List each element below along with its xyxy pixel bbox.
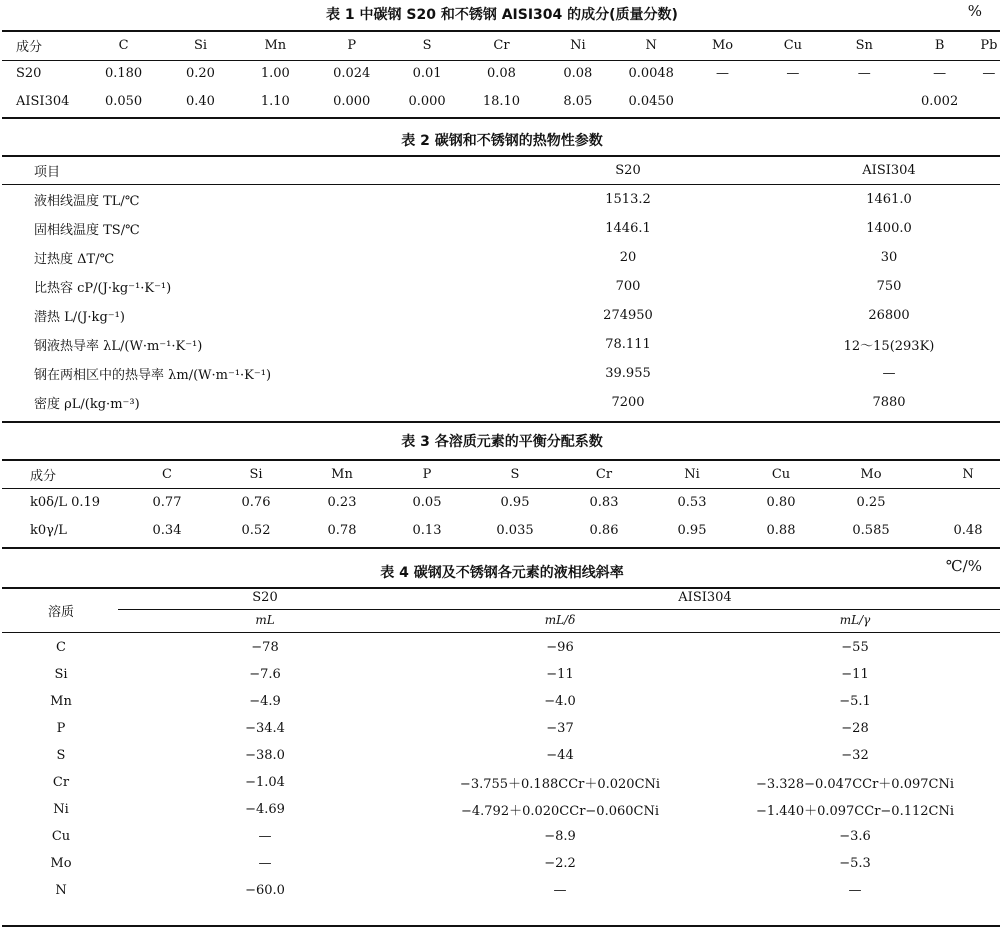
table2-title: 表 2 碳钢和不锈钢的热物性参数 <box>401 133 603 149</box>
table1-cell: 0.180 <box>104 65 143 81</box>
table2-header-cell: S20 <box>615 163 641 178</box>
table2-item: 比热容 cP/(J·kg⁻¹·K⁻¹) <box>34 281 172 296</box>
table2 <box>2 156 1000 417</box>
table-row <box>2 272 1000 301</box>
table4-subheader-ml: mL <box>255 613 275 627</box>
table4-cell: −5.3 <box>839 856 871 871</box>
table4-cell: −32 <box>841 748 869 763</box>
table4-solute: Mn <box>50 694 72 709</box>
table2-cell: 7200 <box>611 395 645 410</box>
table1-header-cell: Sn <box>855 37 873 53</box>
table1-cell: 0.20 <box>186 65 215 81</box>
table-row <box>2 742 1000 769</box>
table2-cell: 700 <box>615 279 641 294</box>
table1-cell <box>827 87 901 115</box>
table-row <box>2 769 1000 796</box>
table1-row-s20 <box>2 59 1000 87</box>
table4-solute: C <box>56 640 66 655</box>
table4-cell: −4.792＋0.020CCr−0.060CNi <box>460 804 660 819</box>
table4-cell: −7.6 <box>249 667 281 682</box>
table4-cell: −2.2 <box>544 856 576 871</box>
table3-header-cell: Cu <box>771 466 791 482</box>
table3-cell: 0.76 <box>241 494 271 510</box>
table2-item: 潜热 L/(J·kg⁻¹) <box>34 310 125 325</box>
table-row <box>2 634 1000 661</box>
table-row <box>2 388 1000 417</box>
table4-bottom-rule <box>2 925 1000 927</box>
table3-cell: 0.86 <box>589 522 619 538</box>
table3-cell: 0.88 <box>766 522 796 538</box>
table4-cell: −1.440＋0.097CCr−0.112CNi <box>755 804 955 819</box>
table3-header-cell: P <box>422 466 432 482</box>
table3-header-cell: Mn <box>331 466 353 482</box>
table4 <box>2 634 1000 904</box>
table-row <box>2 688 1000 715</box>
table2-item: 密度 ρL/(kg·m⁻³) <box>34 397 140 412</box>
table-row <box>2 877 1000 904</box>
table4-cell: −4.69 <box>245 802 285 817</box>
table3-row-label: k0γ/L <box>30 522 67 538</box>
table1-header-cell: Cr <box>493 37 510 53</box>
table1-cell: 0.0048 <box>628 65 674 81</box>
table1-cell: 0.0450 <box>628 93 674 109</box>
table1-cell <box>686 87 758 115</box>
table-row <box>2 715 1000 742</box>
table3-header-cell: S <box>510 466 520 482</box>
table4-cell: −44 <box>546 748 574 763</box>
table3-cell: 0.05 <box>412 494 442 510</box>
table3-row-delta <box>2 488 1004 516</box>
table4-cell: −5.1 <box>839 694 871 709</box>
table4-cell: −3.328−0.047CCr＋0.097CNi <box>755 777 955 792</box>
table4-cell: −4.0 <box>544 694 576 709</box>
table1-header-cell: N <box>645 37 657 53</box>
table3-header-cell: Ni <box>684 466 700 482</box>
table3-cell: 0.25 <box>856 494 886 510</box>
table2-cell: 1513.2 <box>605 192 651 207</box>
table3-cell: 0.95 <box>500 494 530 510</box>
table3-bottom-rule <box>2 547 1000 549</box>
table4-solute: N <box>55 883 67 898</box>
table1 <box>2 31 1000 115</box>
table1-cell: — <box>786 65 800 81</box>
table3-row-label: k0δ/L 0.19 <box>30 494 101 510</box>
table1-header-cell: P <box>347 37 357 53</box>
table4-cell: −34.4 <box>245 721 285 736</box>
table3-cell: 0.585 <box>852 522 890 538</box>
table3-cell: 0.83 <box>589 494 619 510</box>
table2-cell: 20 <box>619 250 637 265</box>
table4-solute: P <box>56 721 66 736</box>
table2-cell: 1446.1 <box>605 221 651 236</box>
table3-header-cell: N <box>962 466 974 482</box>
table3-cell: 0.95 <box>677 522 707 538</box>
table2-cell: 1400.0 <box>866 221 912 236</box>
table1-header-cell: Ni <box>570 37 586 53</box>
table4-top-rule <box>2 587 1000 589</box>
table4-solute: Cr <box>52 775 70 790</box>
table3-cell: 0.77 <box>152 494 182 510</box>
table4-cell: −60.0 <box>245 883 285 898</box>
table4-cell: −1.04 <box>245 775 285 790</box>
table2-item: 固相线温度 TS/℃ <box>34 223 140 238</box>
table2-cell: 1461.0 <box>866 192 912 207</box>
table1-cell: 8.05 <box>563 93 593 109</box>
table1-cell: 0.050 <box>104 93 143 109</box>
table4-group-rule <box>118 609 1000 610</box>
table4-cell: −4.9 <box>249 694 281 709</box>
table3-cell: 0.52 <box>241 522 271 538</box>
table4-cell: −55 <box>841 640 869 655</box>
table1-cell: 18.10 <box>482 93 521 109</box>
table3-cell: 0.34 <box>152 522 182 538</box>
table-row <box>2 359 1000 388</box>
table3-cell <box>916 488 1004 516</box>
table-row <box>2 661 1000 688</box>
table4-solute: Mo <box>50 856 72 871</box>
table1-cell: 0.002 <box>921 93 959 109</box>
table1-cell <box>759 87 827 115</box>
table4-cell: −96 <box>546 640 574 655</box>
table1-row-aisi304 <box>2 87 1000 115</box>
table1-cell: 0.024 <box>333 65 371 81</box>
table4-cell: −37 <box>546 721 574 736</box>
table1-cell: — <box>716 65 730 81</box>
table2-cell: — <box>882 366 896 381</box>
table1-header-cell: 成分 <box>16 39 43 55</box>
table2-header-cell: 项目 <box>34 165 61 180</box>
table1-cell <box>978 87 1000 115</box>
table3-header-row <box>2 460 1004 488</box>
table-row <box>2 214 1000 243</box>
table2-cell: 78.111 <box>605 337 651 352</box>
table4-cell: — <box>258 856 272 871</box>
table3-title: 表 3 各溶质元素的平衡分配系数 <box>401 434 603 450</box>
table3-row-gamma <box>2 516 1004 544</box>
table2-cell: 26800 <box>868 308 910 323</box>
table4-cell: −38.0 <box>245 748 285 763</box>
table3-cell: 0.13 <box>412 522 442 538</box>
table4-unit: ℃/% <box>945 557 982 575</box>
table4-solute: Si <box>54 667 68 682</box>
table4-cell: — <box>258 829 272 844</box>
table1-header-cell: B <box>934 37 945 53</box>
table2-item: 钢液热导率 λL/(W·m⁻¹·K⁻¹) <box>34 339 203 354</box>
table2-header-cell: AISI304 <box>862 163 916 178</box>
table3-cell: 0.53 <box>677 494 707 510</box>
table4-header-solute: 溶质 <box>47 604 74 620</box>
table2-cell: 7880 <box>872 395 906 410</box>
table1-title: 表 1 中碳钢 S20 和不锈钢 AISI304 的成分(质量分数) <box>326 7 678 23</box>
table2-cell: 30 <box>880 250 898 265</box>
table3-cell: 0.23 <box>327 494 357 510</box>
table3-header-cell: 成分 <box>30 468 57 484</box>
table3 <box>2 460 1004 544</box>
table4-solute: Cu <box>51 829 71 844</box>
table1-header-cell: S <box>422 37 432 53</box>
table4-cell: −11 <box>841 667 869 682</box>
table-row <box>2 850 1000 877</box>
table4-cell: −3.6 <box>839 829 871 844</box>
table1-header-cell: C <box>118 37 129 53</box>
table2-cell: 750 <box>876 279 902 294</box>
table1-cell: 0.08 <box>486 65 516 81</box>
table2-cell: 39.955 <box>605 366 651 381</box>
table4-title: 表 4 碳钢及不锈钢各元素的液相线斜率 <box>380 565 624 581</box>
table1-cell: 0.08 <box>563 65 593 81</box>
table4-solute: S <box>56 748 66 763</box>
table-row <box>2 185 1000 214</box>
table2-item: 钢在两相区中的热导率 λm/(W·m⁻¹·K⁻¹) <box>34 368 272 383</box>
table3-cell: 0.035 <box>496 522 534 538</box>
table1-cell: S20 <box>16 65 42 81</box>
table4-cell: −78 <box>251 640 279 655</box>
table2-item: 液相线温度 TL/℃ <box>34 194 140 209</box>
table2-cell: 274950 <box>603 308 653 323</box>
table4-header-rule <box>2 632 1000 633</box>
table4-group-s20: S20 <box>252 590 278 605</box>
table4-cell: −11 <box>546 667 574 682</box>
table1-cell: 0.40 <box>186 93 215 109</box>
table1-header-cell: Cu <box>783 37 803 53</box>
table1-cell: 1.10 <box>260 93 290 109</box>
table3-cell: 0.80 <box>766 494 796 510</box>
table1-cell: 1.00 <box>260 65 290 81</box>
table-row <box>2 796 1000 823</box>
table2-header-row <box>2 156 1000 185</box>
table4-cell: — <box>553 883 567 898</box>
table1-cell: 0.000 <box>408 93 446 109</box>
table1-header-cell: Pb <box>980 37 998 53</box>
table3-header-cell: Mo <box>860 466 882 482</box>
table1-cell: — <box>982 65 996 81</box>
table1-header-cell: Mo <box>711 37 734 53</box>
table1-unit: % <box>967 2 982 20</box>
table4-cell: — <box>848 883 862 898</box>
table4-cell: −8.9 <box>544 829 576 844</box>
table2-item: 过热度 ΔT/℃ <box>34 252 115 267</box>
table4-solute: Ni <box>53 802 69 817</box>
table1-header-cell: Si <box>193 37 208 53</box>
table3-cell: 0.78 <box>327 522 357 538</box>
table1-bottom-rule <box>2 117 1000 119</box>
table2-cell: 12～15(293K) <box>843 339 935 354</box>
table3-cell: 0.48 <box>953 522 983 538</box>
table1-cell: 0.01 <box>412 65 442 81</box>
table-row <box>2 243 1000 272</box>
table1-header-cell: Mn <box>264 37 287 53</box>
table1-cell: AISI304 <box>16 93 70 109</box>
table4-subheader-ml-gamma: mL/γ <box>839 613 871 627</box>
table1-cell: — <box>857 65 871 81</box>
table-row <box>2 301 1000 330</box>
table2-bottom-rule <box>2 421 1000 423</box>
table1-cell: — <box>933 65 947 81</box>
table3-header-cell: Si <box>249 466 263 482</box>
table4-group-aisi304: AISI304 <box>678 590 732 605</box>
table1-cell: 0.000 <box>333 93 371 109</box>
table4-cell: −3.755＋0.188CCr＋0.020CNi <box>459 777 661 792</box>
table-row <box>2 823 1000 850</box>
table1-header-row <box>2 31 1000 59</box>
table-row <box>2 330 1000 359</box>
table3-header-cell: Cr <box>595 466 613 482</box>
table3-header-cell: C <box>162 466 172 482</box>
table4-cell: −28 <box>841 721 869 736</box>
table4-subheader-ml-delta: mL/δ <box>544 613 576 627</box>
